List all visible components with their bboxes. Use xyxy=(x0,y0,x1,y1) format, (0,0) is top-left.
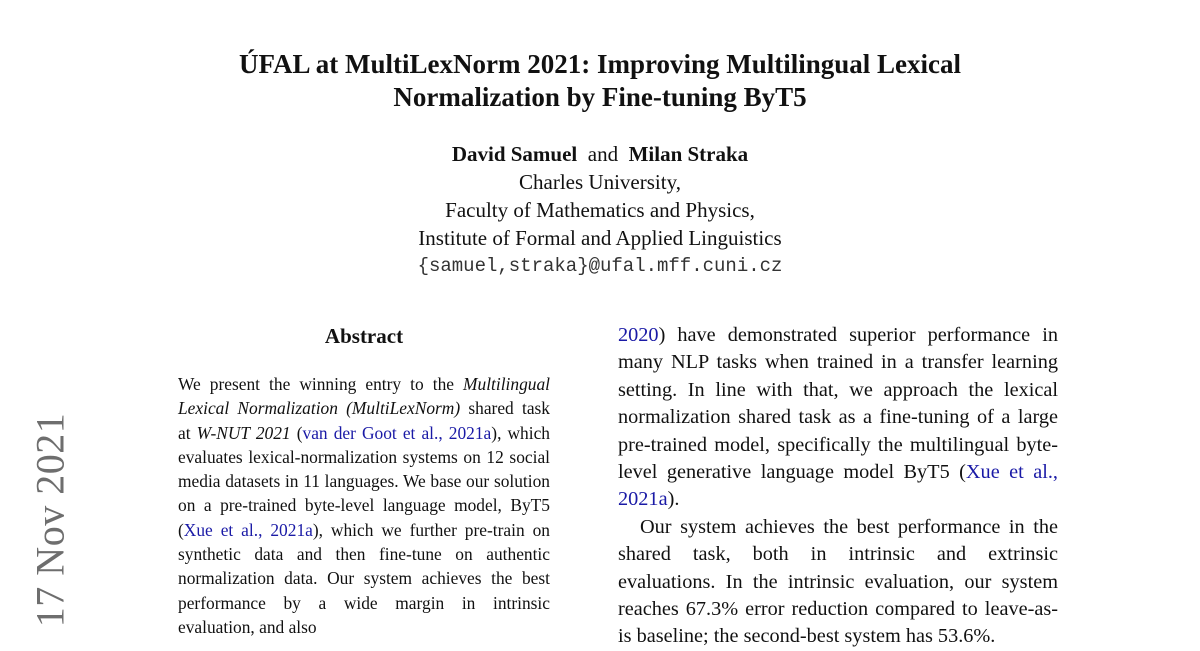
citation-link[interactable]: Xue et al., 2021a xyxy=(183,519,313,540)
author-email: {samuel,straka}@ufal.mff.cuni.cz xyxy=(417,255,783,277)
arxiv-side-stamp: 17 Nov 2021 xyxy=(27,412,73,628)
citation-link[interactable]: 2020 xyxy=(618,324,659,346)
abstract-text xyxy=(178,372,550,639)
body-text-part: ) have demonstrated superior performance in many NLP tasks when trained in a transfer learning setting. In line with that, we approach the lexical normalization shared task as a fine-tuning of a large pre-trained model, specifically the multilingual byte-level generative language model ByT5 ( xyxy=(618,324,1058,484)
author-block xyxy=(0,140,1200,280)
body-paragraph-2: Our system achieves the best performance in the shared task, both in intrinsic and extrinsic evaluations. In the intrinsic evaluation, our system reaches 67.3% error reduction compared to leave-as-is baseline; the second-best system has 53.6%. xyxy=(618,515,1058,648)
task-name-emphasis: Multilingual Lexical Normalization (MultiLexNorm) xyxy=(178,374,550,419)
abstract-section xyxy=(178,322,550,639)
author-names xyxy=(0,140,1200,168)
affiliation-line-3: Institute of Formal and Applied Linguistics xyxy=(418,226,782,250)
author-1: David Samuel xyxy=(451,142,578,166)
abstract-text-part: ), which we further pre-train on synthetic data and then fine-tune on authentic normalization data. Our system achieves the best performance by a wide margin in intrinsic evaluation, and also xyxy=(178,519,550,637)
abstract-text-part: ( xyxy=(290,422,303,443)
abstract-text-part: shared task at xyxy=(178,398,550,443)
citation-link[interactable]: van der Goot et al., 2021a xyxy=(302,422,492,443)
citation-link[interactable]: Xue et al., 2021a xyxy=(618,461,1058,511)
author-2: Milan Straka xyxy=(628,142,749,166)
title-line-2: Normalization by Fine-tuning ByT5 xyxy=(393,82,807,112)
paper-title xyxy=(0,48,1200,114)
abstract-text-part: ), which evaluates lexical-normalization systems on 12 social media datasets in 11 languages. We base our solution on a pre-trained byte-level language model, ByT5 ( xyxy=(178,422,550,540)
body-text-part: ). xyxy=(667,488,680,511)
abstract-heading: Abstract xyxy=(324,324,404,348)
author-conjunction: and xyxy=(587,142,619,166)
body-paragraph-1 xyxy=(618,322,1058,514)
title-line-1: ÚFAL at MultiLexNorm 2021: Improving Multilingual Lexical xyxy=(239,49,961,79)
affiliation-line-1: Charles University, xyxy=(519,170,681,194)
workshop-name-emphasis: W-NUT 2021 xyxy=(196,422,291,443)
affiliation-line-2: Faculty of Mathematics and Physics, xyxy=(445,198,755,222)
abstract-text-part: We present the winning entry to the xyxy=(178,374,464,394)
paper-header xyxy=(0,48,1200,280)
body-column xyxy=(618,322,1058,651)
